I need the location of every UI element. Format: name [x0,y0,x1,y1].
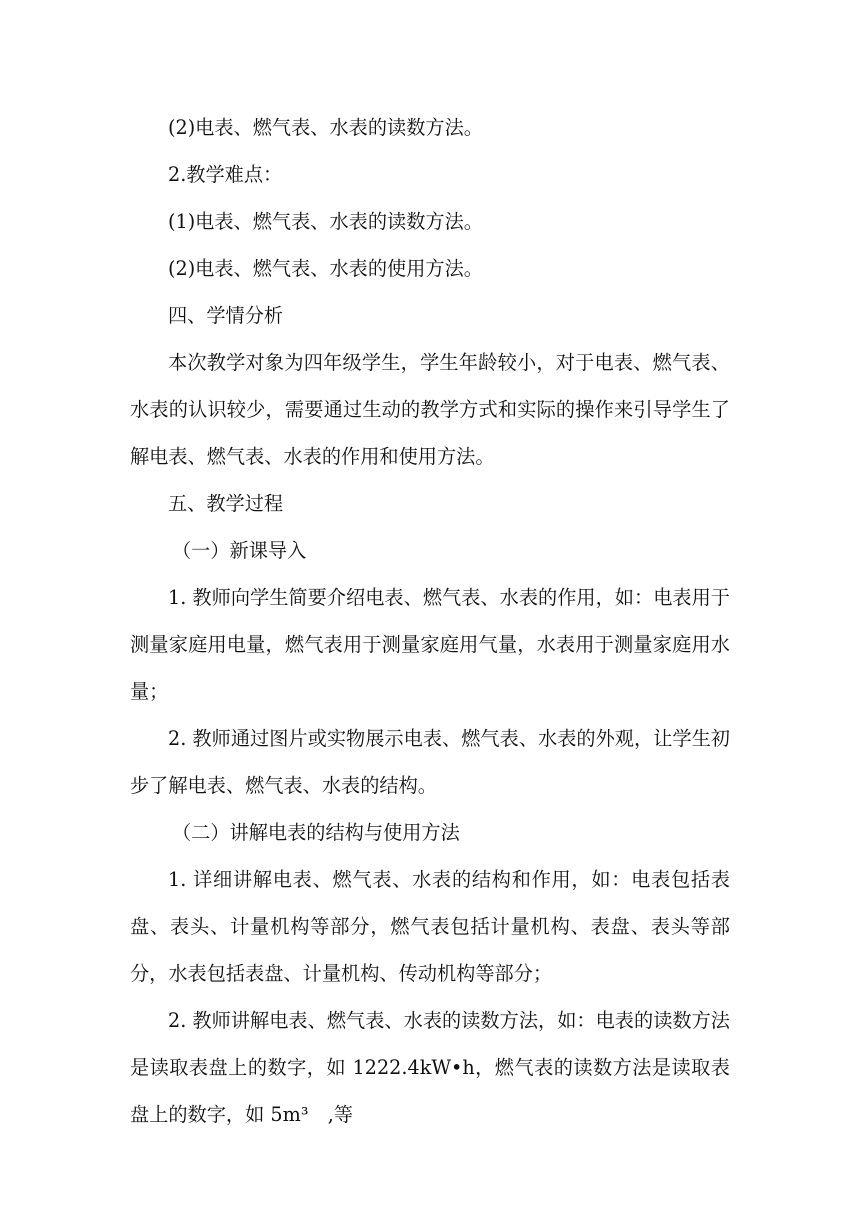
paragraph-structure-step-2: 2. 教师讲解电表、燃气表、水表的读数方法，如：电表的读数方法是读取表盘上的数字，如 1222.4kW•h，燃气表的读数方法是读取表盘上的数字，如 5m³ ,等 [130,1009,730,1126]
document-body [130,104,730,1138]
paragraph-difficulty-2: (2)电表、燃气表、水表的使用方法。 [168,257,483,280]
paragraph-student-analysis: 本次教学对象为四年级学生，学生年龄较小，对于电表、燃气表、水表的认识较少，需要通过生动的教学方式和实际的操作来引导学生了解电表、燃气表、水表的作用和使用方法。 [130,351,730,468]
paragraph-difficulty-1: (1)电表、燃气表、水表的读数方法。 [168,210,483,233]
heading-student-analysis: 四、学情分析 [168,304,284,327]
subheading-new-lesson-intro: （一）新课导入 [172,539,307,562]
heading-teaching-difficulties: 2.教学难点： [168,163,283,186]
subheading-meter-structure: （二）讲解电表的结构与使用方法 [172,821,460,844]
paragraph-structure-step-1: 1. 详细讲解电表、燃气表、水表的结构和作用，如：电表包括表盘、表头、计量机构等部分，燃气表包括计量机构、表盘、表头等部分，水表包括表盘、计量机构、传动机构等部分； [130,868,730,985]
paragraph-intro-step-2: 2. 教师通过图片或实物展示电表、燃气表、水表的外观，让学生初步了解电表、燃气表、水表的结构。 [130,727,730,797]
paragraph-key-point-2: (2)电表、燃气表、水表的读数方法。 [168,116,483,139]
heading-teaching-process: 五、教学过程 [168,492,284,515]
paragraph-intro-step-1: 1. 教师向学生简要介绍电表、燃气表、水表的作用，如：电表用于测量家庭用电量，燃气表用于测量家庭用气量，水表用于测量家庭用水量； [130,586,730,703]
